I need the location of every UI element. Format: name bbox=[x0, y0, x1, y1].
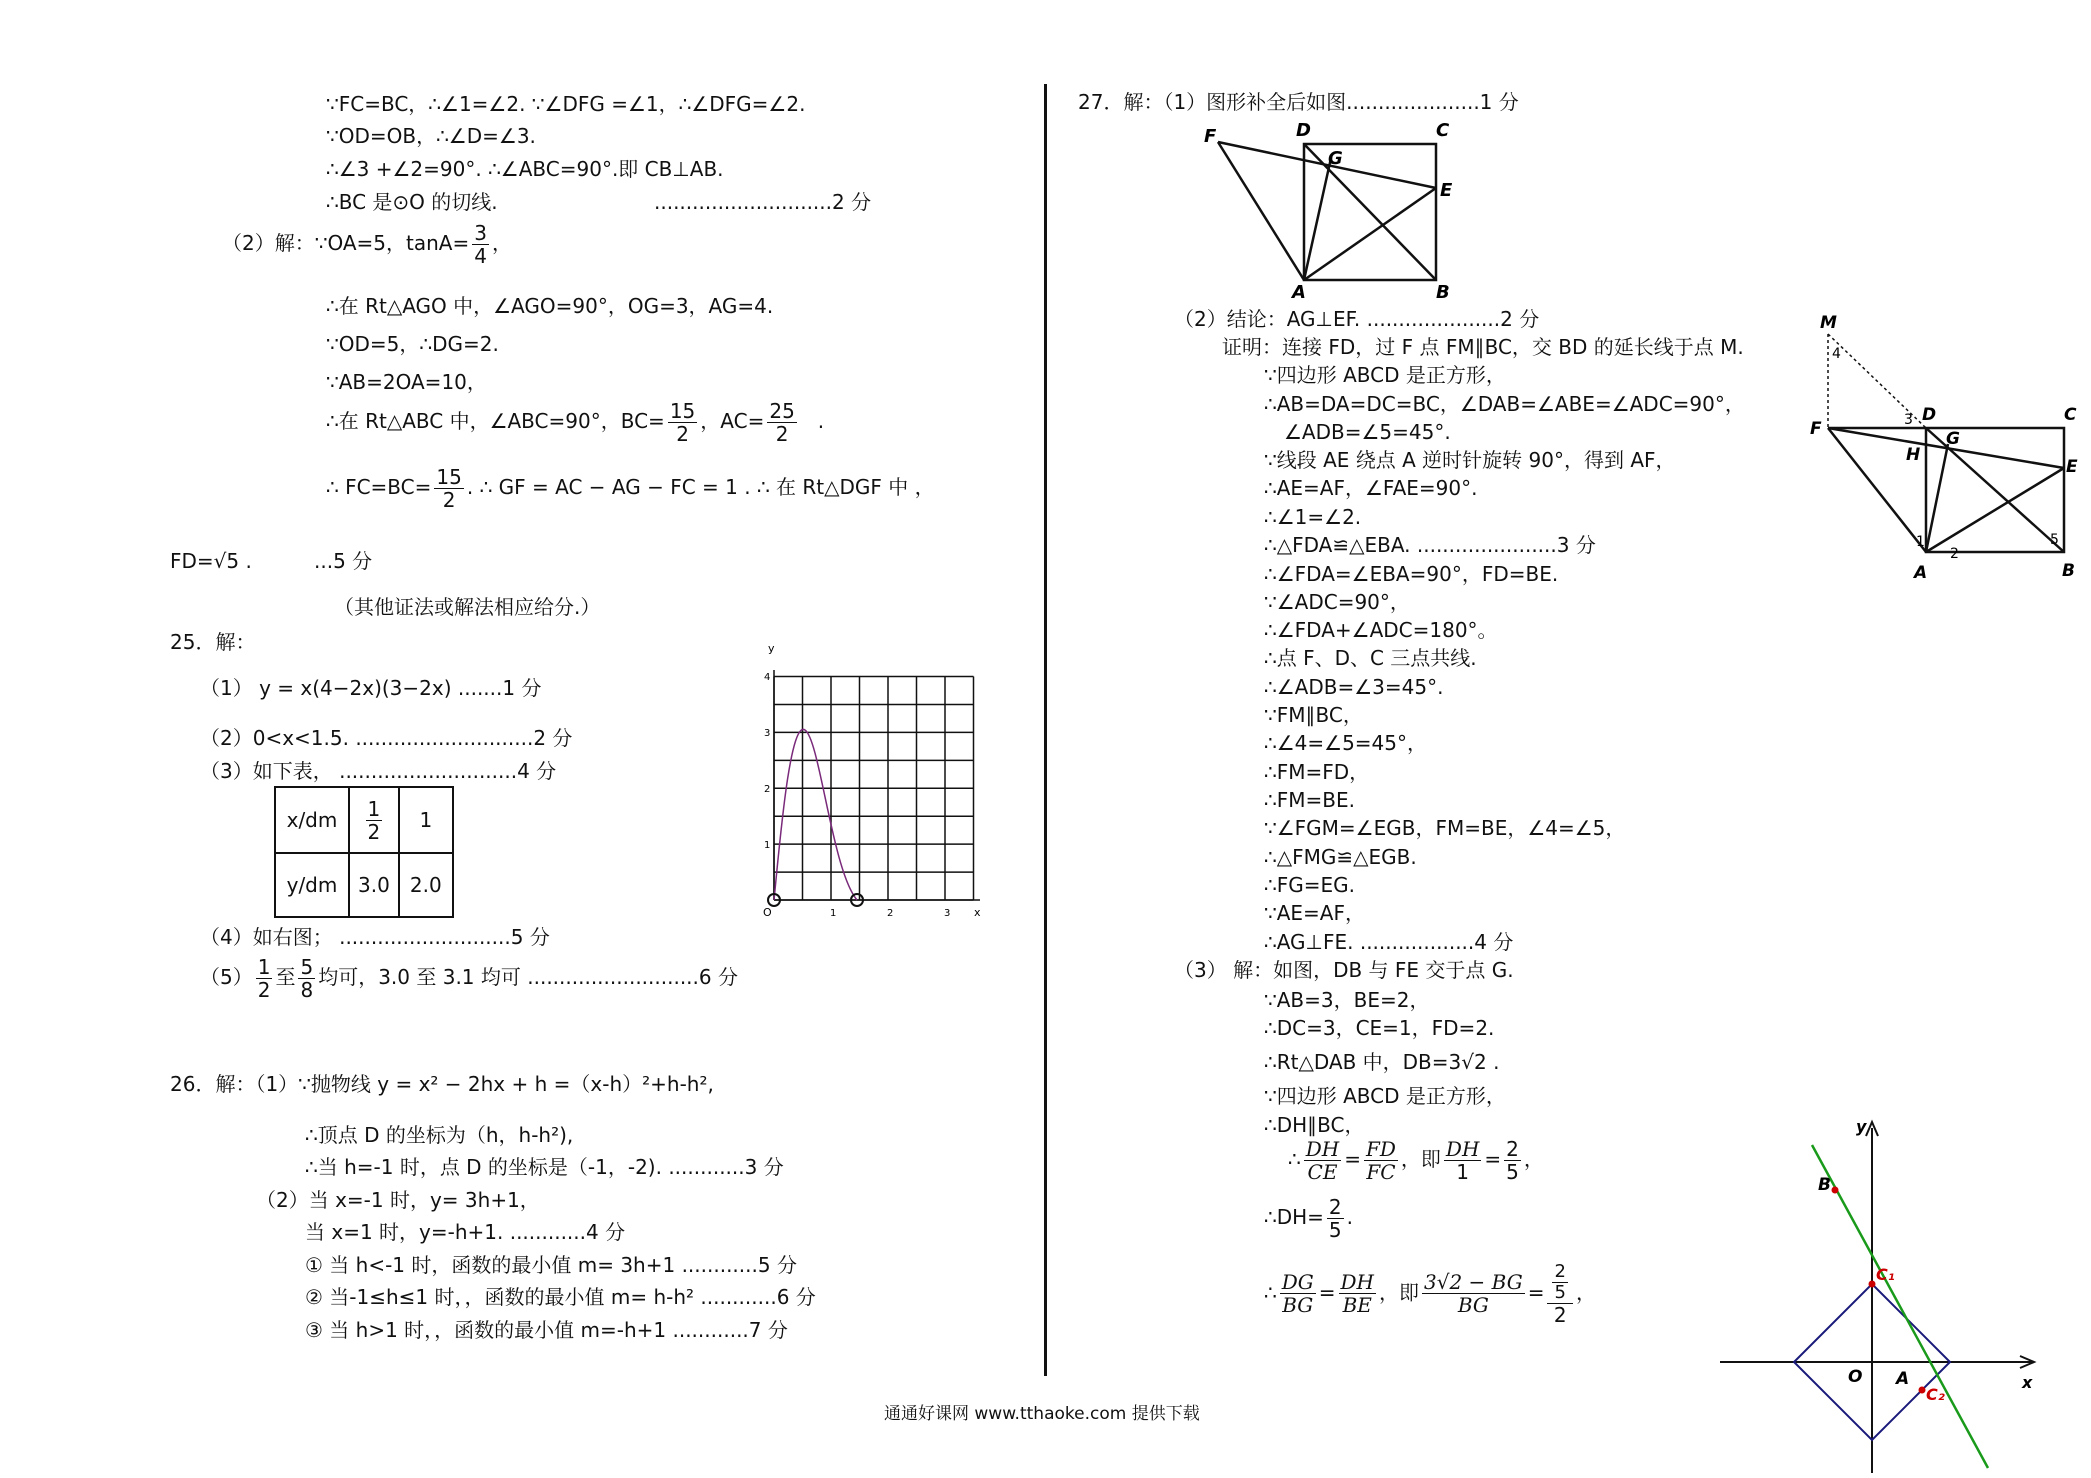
frac-num: DG bbox=[1281, 1270, 1314, 1295]
line-p2f bbox=[326, 466, 935, 511]
fig2-label-G: G bbox=[1946, 429, 1960, 449]
frac-num: 5 bbox=[300, 955, 314, 979]
fig1-label-E: E bbox=[1440, 180, 1453, 201]
q26-part8: ③ 当 h>1 时，，函数的最小值 m=-h+1 ............7 分 bbox=[305, 1318, 788, 1342]
fraction bbox=[1280, 1271, 1316, 1316]
fraction bbox=[1327, 1196, 1344, 1241]
equals: = bbox=[1484, 1147, 1502, 1171]
line-r2n: ∴∠ADB=∠3=45°. bbox=[1264, 675, 1444, 699]
table-cell: y/dm bbox=[275, 853, 349, 917]
fraction-1-2b bbox=[256, 956, 273, 1001]
coord-label-x: x bbox=[2022, 1373, 2033, 1392]
line-r2k: ∵∠ADC=90°， bbox=[1264, 590, 1410, 614]
comma: ， bbox=[1523, 1147, 1544, 1171]
frac-num: 3√2 − BG bbox=[1424, 1270, 1523, 1295]
line-p2d: ∵AB=2OA=10， bbox=[326, 370, 487, 394]
fig2-label-C: C bbox=[2064, 405, 2077, 425]
fraction-nested bbox=[1547, 1262, 1572, 1326]
line-r2p: ∴∠4=∠5=45°， bbox=[1264, 731, 1427, 755]
q27-figure1 bbox=[1196, 118, 1486, 302]
line-r2a: （2）结论：AG⊥EF. .....................2 分 bbox=[1174, 307, 1540, 331]
graph-tick: 1 bbox=[764, 840, 771, 851]
frac-num: 1 bbox=[257, 955, 271, 979]
q27-figure2 bbox=[1808, 310, 2078, 590]
coord-label-A: A bbox=[1896, 1369, 1910, 1389]
line-r2r: ∴FM=BE. bbox=[1264, 788, 1355, 812]
frac-den: 4 bbox=[474, 244, 487, 268]
line-r2u: ∴FG=EG. bbox=[1264, 873, 1355, 897]
q27-coordinate-figure bbox=[1720, 1118, 2040, 1478]
q26-part1: 26．解：（1）∵抛物线 y = x² − 2hx + h =（x-h）²+h-h², bbox=[170, 1072, 714, 1096]
line-r2q: ∴FM=FD， bbox=[1264, 760, 1370, 784]
fig1-label-F: F bbox=[1204, 126, 1217, 147]
line-r2i: ∴△FDA≌△EBA. ......................3 分 bbox=[1264, 533, 1596, 557]
line-r2c: ∵四边形 ABCD 是正方形， bbox=[1264, 363, 1506, 387]
namely: ，即 bbox=[1400, 1147, 1441, 1171]
graph-tick: 3 bbox=[764, 728, 771, 739]
table-cell: 2.0 bbox=[399, 853, 453, 917]
q25-5-to: 至 bbox=[275, 965, 296, 989]
coord-green-line bbox=[1812, 1145, 1988, 1468]
q26-part7: ② 当-1≤h≤1 时，，函数的最小值 m= h-h² ............6 分 bbox=[305, 1285, 816, 1309]
q26-part2: ∴顶点 D 的坐标为（h，h-h²), bbox=[305, 1123, 574, 1147]
frac-den: 2 bbox=[257, 978, 271, 1002]
q26-part6: ① 当 h<-1 时，函数的最小值 m= 3h+1 ............5 分 bbox=[305, 1253, 797, 1277]
line-r2m: ∴点 F、D、C 三点共线. bbox=[1264, 646, 1477, 670]
graph-tick: 2 bbox=[887, 908, 894, 919]
p2a-end: ， bbox=[491, 231, 512, 255]
q25-part1: （1） y = x(4−2x)(3−2x) .......1 分 bbox=[200, 676, 542, 700]
frac-num: 3 bbox=[474, 221, 487, 245]
fig1-label-C: C bbox=[1436, 120, 1450, 141]
fig2-angle-2: 2 bbox=[1950, 546, 1959, 562]
frac-num: 15 bbox=[436, 465, 462, 489]
line-r3f: ∴DH∥BC， bbox=[1264, 1113, 1365, 1137]
frac-num: DH bbox=[1340, 1270, 1374, 1295]
q25-part5 bbox=[200, 956, 738, 1001]
line-l1: ∵FC=BC，∴∠1=∠2. ∵∠DFG =∠1，∴∠DFG=∠2. bbox=[326, 92, 806, 116]
q25-part4: （4）如右图； ...........................5 分 bbox=[200, 925, 550, 949]
frac-den: BG bbox=[1282, 1293, 1314, 1318]
line-r3d: ∴Rt△DAB 中，DB=3√2 . bbox=[1264, 1050, 1500, 1074]
frac-den: 5 bbox=[1506, 1160, 1519, 1184]
line-l4: ∴BC 是⊙O 的切线. bbox=[326, 190, 498, 214]
fig1-label-A: A bbox=[1292, 282, 1306, 302]
fraction bbox=[1364, 1138, 1398, 1183]
line-r2e: ∠ADB=∠5=45°. bbox=[1284, 420, 1451, 444]
line-r2v: ∵AE=AF， bbox=[1264, 901, 1365, 925]
fig2-label-F: F bbox=[1810, 419, 1822, 439]
graph-curve-parabola bbox=[774, 729, 857, 900]
line-p2c: ∵OD=5，∴DG=2. bbox=[326, 332, 499, 356]
fig2-label-D: D bbox=[1922, 405, 1937, 425]
frac-den: BG bbox=[1457, 1293, 1489, 1318]
fraction bbox=[1304, 1138, 1341, 1183]
therefore: ∴ bbox=[1264, 1280, 1277, 1305]
line-r2g: ∴AE=AF，∠FAE=90°. bbox=[1264, 476, 1478, 500]
dh-eq: ∴DH= bbox=[1264, 1205, 1324, 1229]
frac-den: 1 bbox=[1456, 1160, 1470, 1184]
p2f-text2: . ∴ GF = AC − AG − FC = 1 . ∴ 在 Rt△DGF 中 ， bbox=[466, 475, 935, 499]
frac-den: 2 bbox=[676, 422, 689, 446]
frac-num: DH bbox=[1305, 1137, 1340, 1161]
fraction-1-2 bbox=[366, 798, 383, 843]
p2a-text: （2）解：∵OA=5，tanA= bbox=[222, 231, 470, 255]
graph-grid bbox=[774, 677, 974, 900]
line-r3a: （3） 解：如图，DB 与 FE 交于点 G. bbox=[1174, 958, 1514, 982]
frac-num: 1 bbox=[367, 796, 381, 821]
score-l4: ............................2 分 bbox=[654, 190, 872, 214]
frac-den: BE bbox=[1342, 1293, 1372, 1318]
frac-num: 2 bbox=[1554, 1261, 1566, 1282]
fraction bbox=[1422, 1271, 1525, 1316]
line-r3g bbox=[1288, 1138, 1544, 1183]
q26-part5: 当 x=1 时，y=-h+1. ............4 分 bbox=[305, 1220, 626, 1244]
line-r3b: ∵AB=3，BE=2， bbox=[1264, 988, 1430, 1012]
line-p2g: FD=√5 . bbox=[170, 549, 252, 573]
comma: ， bbox=[1575, 1280, 1596, 1305]
graph-label-x: x bbox=[974, 906, 981, 919]
frac-den: 2 bbox=[442, 488, 456, 512]
table-cell: x/dm bbox=[275, 787, 349, 853]
q25-part2: （2）0<x<1.5. ............................2 分 bbox=[200, 726, 573, 750]
footer: 通通好课网 www.tthaoke.com 提供下载 bbox=[884, 1404, 1200, 1424]
therefore: ∴ bbox=[1288, 1147, 1301, 1171]
fraction bbox=[1444, 1138, 1481, 1183]
frac-den: FC bbox=[1366, 1160, 1396, 1184]
line-r2l: ∴∠FDA+∠ADC=180°。 bbox=[1264, 618, 1498, 642]
q25-part3: （3）如下表， ............................4 分 bbox=[200, 759, 557, 783]
equals: = bbox=[1527, 1280, 1545, 1305]
fig1-label-G: G bbox=[1328, 148, 1343, 169]
value-table bbox=[274, 786, 454, 918]
line-r2o: ∵FM∥BC， bbox=[1264, 703, 1363, 727]
line-r3e: ∵四边形 ABCD 是正方形， bbox=[1264, 1084, 1506, 1108]
frac-den: 8 bbox=[300, 978, 314, 1002]
graph-label-o: O bbox=[763, 906, 772, 919]
frac-den: 2 bbox=[367, 819, 381, 844]
q25-5-text: 均可，3.0 至 3.1 均可 ...........................6 分 bbox=[318, 965, 738, 989]
p2e-text: ∴在 Rt△ABC 中，∠ABC=90°，BC= bbox=[326, 409, 665, 433]
q26-part3: ∴当 h=-1 时，点 D 的坐标是（-1，-2). ............3 分 bbox=[305, 1155, 784, 1179]
p2f-text: ∴ FC=BC= bbox=[326, 475, 432, 499]
frac-den: 5 bbox=[1554, 1281, 1566, 1303]
q26-part4: （2）当 x=-1 时，y= 3h+1， bbox=[256, 1188, 540, 1212]
line-l3: ∴∠3 +∠2=90°. ∴∠ABC=90°.即 CB⊥AB. bbox=[326, 157, 724, 181]
fig1-label-D: D bbox=[1296, 120, 1311, 141]
fig2-angle-3: 3 bbox=[1904, 412, 1913, 428]
period: . bbox=[1346, 1205, 1354, 1229]
p2e-text2: ，AC= bbox=[700, 409, 765, 433]
graph-tick: 1 bbox=[830, 908, 837, 919]
table-cell: 3.0 bbox=[349, 853, 399, 917]
fig2-label-B: B bbox=[2062, 561, 2075, 581]
line-r2d: ∴AB=DA=DC=BC，∠DAB=∠ABE=∠ADC=90°， bbox=[1264, 392, 1745, 416]
score-p2g: ...5 分 bbox=[314, 549, 373, 573]
fraction bbox=[1504, 1138, 1521, 1183]
fig1-label-B: B bbox=[1436, 282, 1450, 302]
line-r2f: ∵线段 AE 绕点 A 逆时针旋转 90°，得到 AF， bbox=[1264, 448, 1676, 472]
fraction-15-2 bbox=[668, 400, 697, 445]
frac-num: 2 bbox=[1506, 1137, 1519, 1161]
fraction-15-2b bbox=[434, 466, 463, 511]
coord-label-y: y bbox=[1856, 1118, 1867, 1136]
q25-heading: 25．解： bbox=[170, 630, 256, 654]
fig2-angle-1: 1 bbox=[1916, 534, 1925, 550]
point-C1 bbox=[1869, 1281, 1876, 1288]
fig2-label-E: E bbox=[2066, 457, 2078, 477]
line-r2t: ∴△FMG≌△EGB. bbox=[1264, 845, 1417, 869]
q25-graph bbox=[760, 640, 990, 920]
frac-den: 2 bbox=[775, 422, 789, 446]
frac-num: 15 bbox=[669, 399, 696, 423]
frac-den: CE bbox=[1307, 1160, 1338, 1184]
equals: = bbox=[1344, 1147, 1361, 1171]
p2e-end: . bbox=[817, 409, 825, 433]
line-p2b: ∴在 Rt△AGO 中，∠AGO=90°，OG=3，AG=4. bbox=[326, 294, 774, 318]
graph-tick: 2 bbox=[764, 784, 771, 795]
coord-label-B: B bbox=[1818, 1175, 1831, 1195]
line-r3c: ∴DC=3，CE=1，FD=2. bbox=[1264, 1016, 1495, 1040]
table-cell: 1 bbox=[399, 787, 453, 853]
column-divider bbox=[1044, 84, 1047, 1376]
line-r3i bbox=[1264, 1262, 1596, 1326]
line-r2h: ∴∠1=∠2. bbox=[1264, 505, 1362, 529]
fig2-label-H: H bbox=[1906, 445, 1921, 465]
frac-num: FD bbox=[1365, 1137, 1396, 1161]
q25-5-label: （5） bbox=[200, 965, 253, 989]
fraction-3-4 bbox=[472, 222, 489, 267]
q27-heading: 27．解：（1）图形补全后如图.....................1 分 bbox=[1078, 90, 1519, 114]
fraction bbox=[1339, 1271, 1376, 1316]
line-p2a bbox=[222, 222, 512, 267]
graph-tick: 4 bbox=[764, 672, 771, 683]
fig2-angle-4: 4 bbox=[1832, 346, 1841, 362]
frac-num: 2 bbox=[1328, 1195, 1342, 1219]
fraction-5-8 bbox=[298, 956, 315, 1001]
coord-label-C2: C₂ bbox=[1926, 1385, 1945, 1404]
line-r3h bbox=[1264, 1196, 1353, 1241]
fig2-label-M: M bbox=[1820, 313, 1837, 333]
line-r2j: ∴∠FDA=∠EBA=90°，FD=BE. bbox=[1264, 562, 1559, 586]
frac-den: 5 bbox=[1328, 1218, 1342, 1242]
frac-den: 2 bbox=[1553, 1302, 1567, 1327]
table-cell bbox=[349, 787, 399, 853]
point-C2 bbox=[1919, 1387, 1926, 1394]
line-r2s: ∵∠FGM=∠EGB，FM=BE，∠4=∠5， bbox=[1264, 816, 1626, 840]
graph-label-y: y bbox=[768, 642, 775, 655]
frac-num: 25 bbox=[769, 399, 795, 423]
equals: = bbox=[1318, 1280, 1336, 1305]
fraction-25-2 bbox=[767, 400, 796, 445]
coord-label-O: O bbox=[1848, 1367, 1863, 1387]
fig2-label-A: A bbox=[1914, 563, 1928, 583]
namely: ，即 bbox=[1379, 1280, 1419, 1305]
fig2-angle-5: 5 bbox=[2050, 532, 2059, 548]
line-l2: ∵OD=OB，∴∠D=∠3. bbox=[326, 124, 536, 148]
graph-tick: 3 bbox=[944, 908, 951, 919]
coord-label-C1: C₁ bbox=[1876, 1265, 1895, 1284]
line-r2b: 证明：连接 FD，过 F 点 FM∥BC，交 BD 的延长线于点 M. bbox=[1222, 335, 1744, 359]
note-other-methods: （其他证法或解法相应给分.） bbox=[334, 595, 601, 619]
point-B bbox=[1832, 1187, 1839, 1194]
frac-num: DH bbox=[1445, 1137, 1480, 1161]
line-r2w: ∴AG⊥FE. ..................4 分 bbox=[1264, 930, 1514, 954]
line-p2e bbox=[326, 400, 824, 445]
